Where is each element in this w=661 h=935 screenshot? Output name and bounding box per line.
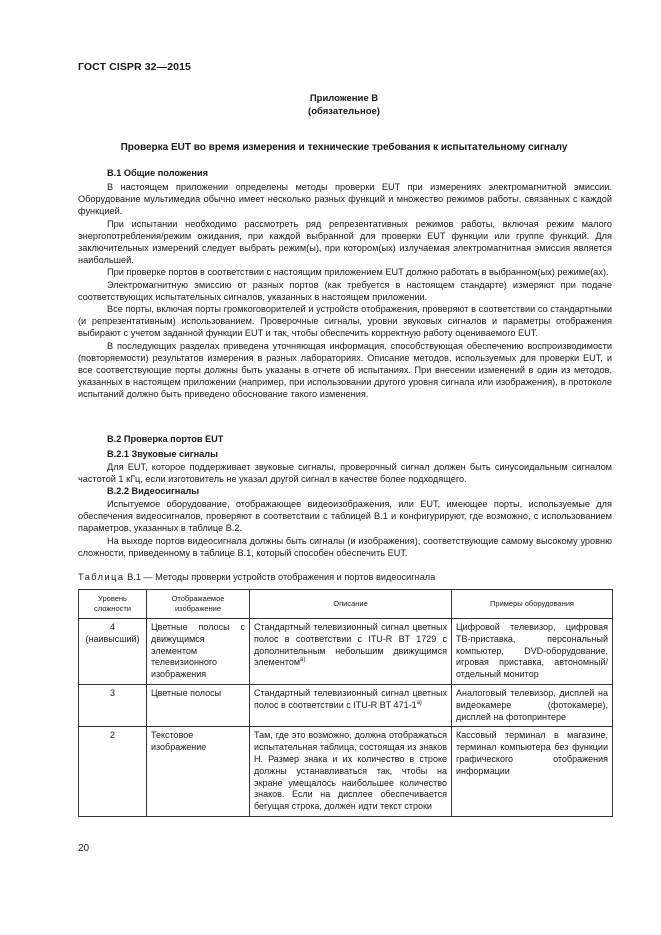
annex-main-title: Проверка EUT во время измерения и технические требования к испытательному сигналу bbox=[120, 142, 568, 153]
level-cell bbox=[79, 684, 147, 726]
paragraph: На выходе портов видеосигнала должны быть сигналы (и изображения), соответствующие самому высокому уровню сложности, приведенному в таблице B.1, который способен обеспечить EUT. bbox=[78, 535, 612, 558]
table-row bbox=[79, 684, 613, 726]
page-number: 20 bbox=[78, 843, 90, 854]
description-text: Стандартный телевизионный сигнал цветных полос в соответствии с ITU-R BT 1729 с дополнительным небольшим движущимся элементом bbox=[254, 622, 447, 668]
description-cell bbox=[250, 619, 452, 685]
footnote-mark: a) bbox=[300, 657, 306, 664]
section-b1-body bbox=[78, 181, 612, 401]
image-cell: Текстовое изображение bbox=[147, 727, 250, 817]
level-cell bbox=[79, 727, 147, 817]
table-row bbox=[79, 727, 613, 817]
video-test-methods-table bbox=[78, 589, 613, 817]
section-b1-heading: B.1 Общие положения bbox=[107, 168, 208, 178]
column-header: Отображаемое изображение bbox=[147, 590, 250, 619]
section-b22-body bbox=[78, 498, 612, 559]
paragraph: Электромагнитную эмиссию от разных портов (как требуется в настоящем стандарте) измеряют при подаче соответствующих испытательных сигналов, указанных в настоящем приложении. bbox=[78, 279, 612, 302]
examples-cell: Аналоговый телевизор, дисплей на видеокамере (фотокамере), дисплей на фотопринтере bbox=[452, 684, 613, 726]
paragraph: При испытании необходимо рассмотреть ряд репрезентативных режимов работы, включая режим малого энергопотребления/режим ожидания, при каждой выбранной для проверки EUT функции или группе функций. Для заключительных измерений следует выбрать режим(ы), при котором(ых) излучаемая электромагнитная эмиссия является наибольшей. bbox=[78, 218, 612, 266]
column-header: Уровень сложности bbox=[79, 590, 147, 619]
description-cell: Там, где это возможно, должна отображаться испытательная таблица, состоящая из знаков H. Размер знака и их количество в строке должны устанавливаться так, чтобы на экране умещалось наибольшее количество знаков. Если на дисплее обеспечивается бегущая строка, должен идти текст строки bbox=[250, 727, 452, 817]
paragraph: Для EUT, которое поддерживает звуковые сигналы, проверочный сигнал должен быть синусоидальным сигналом частотой 1 кГц, если изготовитель не указал другой сигнал в качестве более подходящего. bbox=[78, 462, 612, 485]
description-cell bbox=[250, 684, 452, 726]
section-b21-body bbox=[78, 461, 612, 485]
level-note: (наивысший) bbox=[85, 633, 140, 644]
table-header-row bbox=[79, 590, 613, 619]
image-cell: Цветные полосы bbox=[147, 684, 250, 726]
level-value: 2 bbox=[109, 730, 115, 741]
section-b22-heading: B.2.2 Видеосигналы bbox=[107, 486, 200, 496]
table-caption bbox=[78, 572, 435, 582]
table-row bbox=[79, 619, 613, 685]
section-b21-heading: B.2.1 Звуковые сигналы bbox=[107, 449, 218, 459]
examples-cell: Кассовый терминал в магазине, терминал компьютера без функции графического отображения информации bbox=[452, 727, 613, 817]
column-header: Примеры оборудования bbox=[452, 590, 613, 619]
table-caption-label: Таблица bbox=[78, 572, 125, 582]
annex-title: Приложение B bbox=[309, 93, 379, 104]
paragraph: В настоящем приложении определены методы проверки EUT при измерениях электромагнитной эмиссии. Оборудование мультимедиа обычно имеет несколько разных функций и множество режимов работы, связанных с каждой функцией. bbox=[78, 182, 612, 217]
section-b2-heading: B.2 Проверка портов EUT bbox=[107, 434, 224, 444]
level-value: 4 bbox=[109, 622, 115, 632]
examples-cell: Цифровой телевизор, цифровая ТВ-приставка, персональный компьютер, DVD-оборудование, игровая приставка, автономный/отдельный монитор bbox=[452, 619, 613, 685]
paragraph: При проверке портов в соответствии с настоящим приложением EUT должно работать в выбранном(ых) режиме(ах). bbox=[107, 267, 609, 278]
paragraph: В последующих разделах приведена уточняющая информация, способствующая обеспечению воспроизводимости (повторяемости) результатов измерения в разных лабораториях. Описание методов, используемых для проверки EUT, и все соответствующие порты должны быть указаны в отчете об испытаниях. При внесении изменений в один из методов, указанных в настоящем приложении (например, при использовании другого уровня сигнала или изображения), в протоколе испытаний должно быть приведено обоснование такого изменения. bbox=[78, 340, 612, 400]
footnote-mark: a) bbox=[416, 699, 422, 706]
image-cell: Цветные полосы с движущимся элементом телевизионного изображения bbox=[147, 619, 250, 685]
column-header: Описание bbox=[250, 590, 452, 619]
annex-status: (обязательное) bbox=[308, 106, 380, 117]
level-cell bbox=[79, 619, 147, 685]
description-text: Стандартный телевизионный сигнал цветных полос в соответствии с ITU-R BT 471-1 bbox=[254, 687, 447, 710]
document-code: ГОСТ CISPR 32—2015 bbox=[78, 61, 191, 73]
table-caption-text: B.1 — Методы проверки устройств отображения и портов видеосигнала bbox=[127, 572, 436, 582]
level-value: 3 bbox=[109, 687, 115, 698]
paragraph: Все порты, включая порты громкоговорителей и устройств отображения, проверяют в соответствии со стандартными (и репрезентативным) использованием. Проверочные сигналы, уровни звуковых сигналов и параметры отображения выбирают с учетом заданной функции EUT и так, чтобы обеспечить корректную работу оцениваемого EUT. bbox=[78, 304, 612, 339]
paragraph: Испытуемое оборудование, отображающее видеоизображения, или EUT, имеющее порты, используемые для обеспечения видеосигналов, проверяют в соответствии с таблицей B.1 и конфигурируют, где возможно, с использованием параметров, указанных в таблице B.2. bbox=[78, 499, 612, 534]
